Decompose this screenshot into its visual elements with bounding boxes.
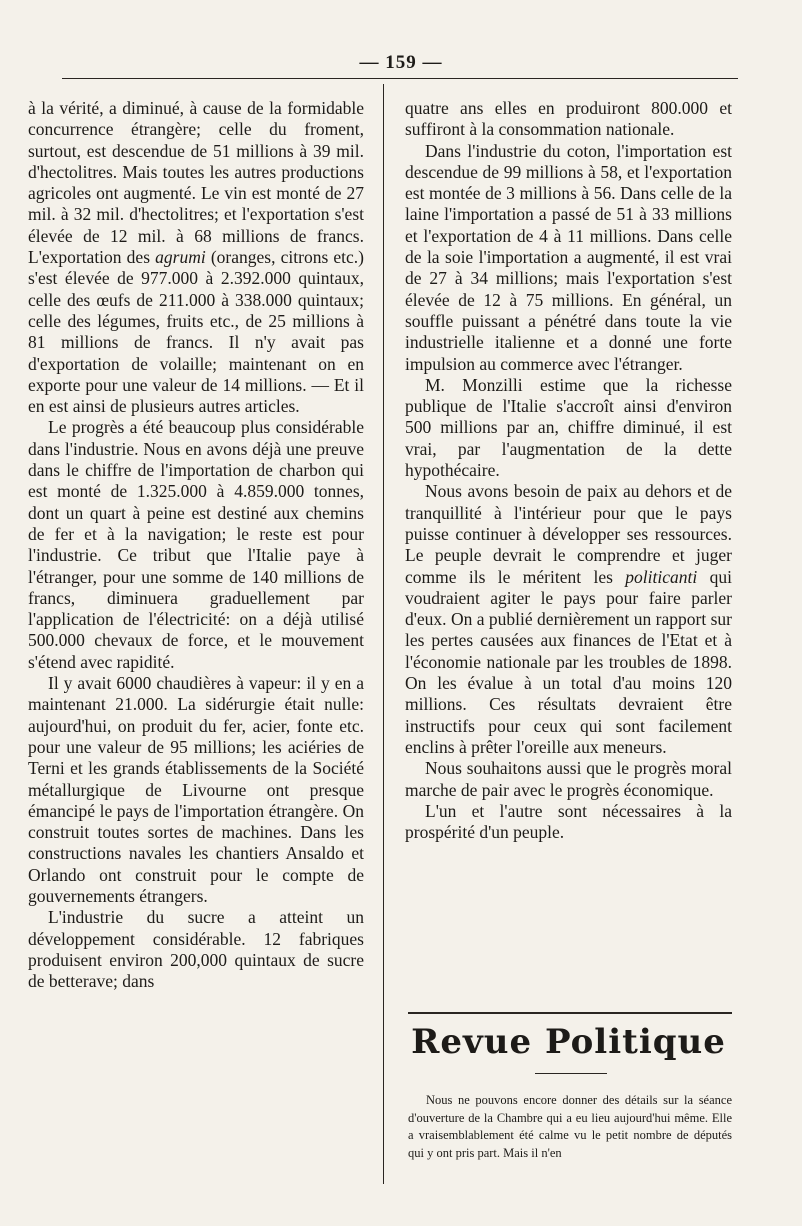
section-rule (408, 1012, 732, 1014)
left-p1-italic: agrumi (155, 247, 206, 268)
page-number: — 159 — (359, 52, 443, 73)
left-paragraph-1 (28, 98, 364, 417)
section-article (408, 1092, 732, 1162)
right-paragraph-5: Nous souhaitons aussi que le progrès moral marche de pair avec le progrès économique. (405, 758, 732, 800)
left-paragraph-4: L'industrie du sucre a atteint un développement considérable. 12 fabriques produisent environ 200,000 quintaux de sucre de betterave; dans (28, 907, 364, 992)
right-paragraph-2: Dans l'industrie du coton, l'importation est descendue de 99 millions à 58, et l'exportation est montée de 3 millions à 56. Dans celle de la laine l'importation a passé de 51 à 33 millions et l'exportation de 4 à 11 millions. Dans celle de la soie l'importation a augmenté, il est vrai de 27 à 34 millions; mais l'exportation s'est élevée de 12 à 75 millions. En général, un souffle puissant a pénétré dans toute la vie industrielle italienne et a donné une forte impulsion au commerce avec l'étranger. (405, 140, 732, 374)
right-paragraph-3: M. Monzilli estime que la richesse publique de l'Italie s'accroît ainsi d'environ 500 millions par an, chiffre diminué, il est vrai, par l'augmentation de la dette hypothécaire. (405, 374, 732, 481)
right-column (405, 98, 732, 843)
left-column (28, 98, 364, 992)
section-title: Revue Politique (411, 1022, 726, 1062)
section-paragraph: Nous ne pouvons encore donner des détails sur la séance d'ouverture de la Chambre qui a eu lieu aujourd'hui même. Elle a vraisemblablement été calme vu le petit nombre de députés qui y ont pris part. Mais il n'en (408, 1093, 732, 1160)
right-paragraph-1: quatre ans elles en produiront 800.000 et suffiront à la consommation nationale. (405, 98, 732, 140)
header-rule (62, 78, 738, 79)
right-p4-text: Nous avons besoin de paix au dehors et de tranquillité à l'intérieur pour que le pays puisse continuer à développer ses ressources. Le peuple devrait le comprendre et juger comme ils le méritent les (405, 481, 732, 587)
column-divider (383, 84, 384, 1184)
right-paragraph-6: L'un et l'autre sont nécessaires à la prospérité d'un peuple. (405, 800, 732, 843)
left-p1-rest: (oranges, citrons etc.) s'est élevée de 977.000 à 2.392.000 quintaux, celle des œufs de 211.000 à 338.000 quintaux; celle des légumes, fruits etc., de 25 millions à 81 millions de francs. Il n'y avait pas d'exportation de volaille; maintenant on en exporte pour une valeur de 14 millions. — Et il en est ainsi de plusieurs autres articles. (28, 247, 364, 417)
right-p4-italic: politicanti (625, 566, 698, 587)
right-paragraph-4 (405, 481, 732, 758)
left-paragraph-3: Il y avait 6000 chaudières à vapeur: il y en a maintenant 21.000. La sidérurgie était nulle: aujourd'hui, on produit du fer, acier, fonte etc. pour une valeur de 95 millions; les aciéries de Terni et les grands établissements de la Société métallurgique de Livourne ont presque émancipé le pays de l'importation étrangère. On construit toutes sortes de machines. Dans les constructions navales les chantiers Ansaldo et Orlando ont construit pour le compte de gouvernements étrangers. (28, 673, 364, 906)
left-p1-text: à la vérité, a diminué, à cause de la formidable concurrence étrangère; celle du froment, surtout, est descendue de 51 millions à 39 mil. d'hectolitres. Mais toutes les autres productions agricoles ont augmenté. Le vin est monté de 27 mil. à 32 mil. d'hectolitres; et l'exportation s'est élevée de 12 mil. à 68 millions de francs. L'exportation des (28, 98, 364, 268)
left-paragraph-2: Le progrès a été beaucoup plus considérable dans l'industrie. Nous en avons déjà une preuve dans le chiffre de l'importation de charbon qui est monté de 1.325.000 à 4.859.000 tonnes, dont un quart à peine est destiné aux chemins de fer et à la navigation; le reste est pour l'industrie. Ce tribut que l'Italie paye à l'étranger, pour une somme de 140 millions de francs, diminuera graduellement par l'application de l'électricité: on a déjà utilisé 500.000 chevaux de force, et le mouvement s'étend avec rapidité. (28, 417, 364, 672)
ornament-rule (535, 1073, 607, 1074)
right-p4-rest: qui voudraient agiter le pays pour faire parler d'eux. On a publié dernièrement un rapport sur les pertes causées aux finances de l'Etat et à l'économie nationale par les troubles de 1898. On les évalue à un total d'au moins 120 millions. Ces résultats devraient être instructifs pour ceux qui sont facilement enclins à prêter l'oreille aux meneurs. (405, 566, 732, 757)
